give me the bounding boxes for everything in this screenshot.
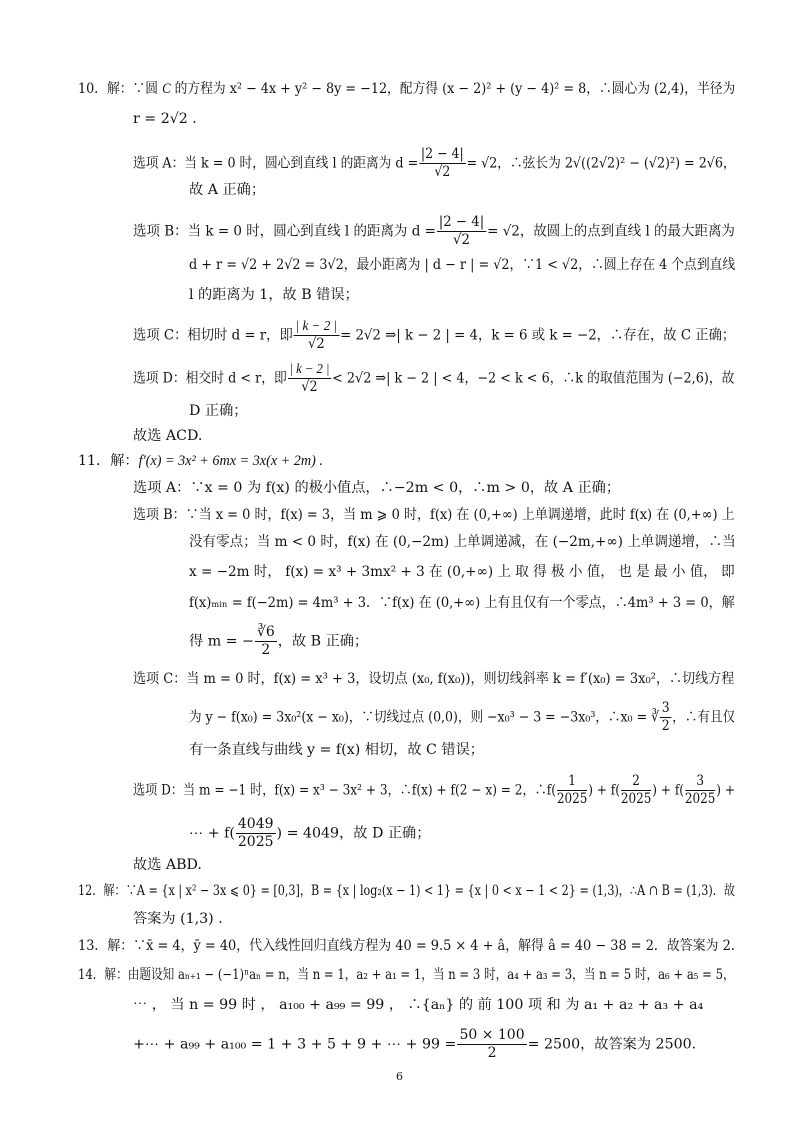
fraction: $\frac{| k - 2 |}{√2}$ [289, 362, 330, 395]
q13-line-1: 13．解：∵x̄ = 4，ȳ = 40，代入线性回归直线方程为 40 = 9.5 × 4 + â，解得 â = 40 − 38 = 2．故答案为 2. [78, 938, 735, 954]
fraction: $\frac{| k - 2 |}{√2}$ [295, 319, 338, 352]
q11-option-b: 选项 B：∵当 x = 0 时，f(x) = 3，当 m ⩾ 0 时，f(x) 在 (0,+∞) 上单调递增，此时 f(x) 在 (0,+∞) 上 [133, 507, 735, 523]
q10-option-d: 选项 D：相交时 d < r，即 $\frac{| k - 2 |}{√2}$ < 2√2 ⇒| k − 2 | < 4，−2 < k < 6，∴k 的取值范围为 (−2,6)，故 [133, 362, 735, 395]
fraction: $\frac{1}{2025}$ [556, 773, 588, 807]
q11-option-c: 选项 C：当 m = 0 时，f(x) = x³ + 3，设切点 (x₀, f(x₀))，则切线斜率 k = f′(x₀) = 3x₀²，∴切线方程 [133, 671, 735, 687]
q12-line-2: 答案为 (1,3) . [133, 911, 223, 927]
q11-answer: 故选 ABD. [133, 857, 202, 873]
q11-option-c-line-2: 为 y − f(x₀) = 3x₀²(x − x₀)，∵切线过点 (0,0)，则 −x₀³ − 3 = −3x₀³，∴x₀ = ∛ $\frac{3}{2}$ ，∴有且仅 [189, 700, 736, 734]
q12-line-1: 12．解：∵A = {x | x² − 3x ⩽ 0} = [0,3]，B = {x | log₂(x − 1) < 1} = {x | 0 < x − 1 < 2} = (1,3)，∴A ∩ B = (1,3)．故 [78, 883, 736, 899]
q11-line-1: 11．解：f′(x) = 3x² + 6mx = 3x(x + 2m) . [78, 453, 323, 469]
fraction: $\frac{4049}{2025}$ [237, 816, 274, 850]
q10-line-2: r = 2√2 . [133, 111, 197, 127]
q10-number: 10．解： [78, 81, 133, 97]
fraction: $\frac{2}{2025}$ [620, 773, 652, 807]
q12-number: 12．解： [78, 883, 126, 899]
q10-option-a-conclusion: 故 A 正确； [189, 182, 266, 198]
q10-option-b-line-2: d + r = √2 + 2√2 = 3√2，最小距离为 | d − r | = √2，∵1 < √2，∴圆上存在 4 个点到直线 [189, 257, 736, 273]
fraction: $\frac{3}{2}$ [661, 700, 670, 734]
q10-answer: 故选 ACD. [133, 428, 203, 444]
q14-line-1: 14．解：由题设知 aₙ₊₁ − (−1)ⁿaₙ = n，当 n = 1，a₂ + a₁ = 1，当 n = 3 时，a₄ + a₃ = 3，当 n = 5 时，a₆ + a₅ = 5， [78, 967, 735, 983]
q11-option-b-line-3: x = −2m 时， f(x) = x³ + 3mx² + 3 在 (0,+∞) 上 取 得 极 小 值， 也 是 最 小 值， 即 [189, 564, 735, 580]
q10-line-1: 10．解：∵圆 C 的方程为 x² − 4x + y² − 8y = −12，配方得 (x − 2)² + (y − 4)² = 8，∴圆心为 (2,4)，半径为 [78, 81, 736, 97]
q10-option-c: 选项 C：相切时 d = r，即 $\frac{| k - 2 |}{√2}$ = 2√2 ⇒| k − 2 | = 4，k = 6 或 k = −2，∴存在，故 C 正确； [133, 319, 736, 352]
q14-line-2: ⋯ ， 当 n = 99 时 ， a₁₀₀ + a₉₉ = 99 ， ∴{aₙ} 的 前 100 项 和 为 a₁ + a₂ + a₃ + a₄ [133, 997, 704, 1013]
q10-option-b-line-3: l 的距离为 1，故 B 错误； [189, 287, 359, 303]
fraction: $\frac{|2 - 4|}{√2}$ [438, 214, 485, 248]
page-number: 6 [396, 1070, 403, 1083]
fraction: $\frac{50 \times 100}{2}$ [459, 1027, 525, 1061]
q11-option-b-line-4: f(x)ₘᵢₙ = f(−2m) = 4m³ + 3．∵f(x) 在 (0,+∞) 上有且仅有一个零点，∴4m³ + 3 = 0，解 [189, 595, 735, 611]
fraction: $\frac{|2 - 4|}{√2}$ [420, 146, 464, 180]
q11-option-c-line-3: 有一条直线与曲线 y = f(x) 相切，故 C 错误； [189, 742, 484, 758]
q14-line-3: +⋯ + a₉₉ + a₁₀₀ = 1 + 3 + 5 + 9 + ⋯ + 99 = $\frac{50 \times 100}{2}$ = 2500，故答案为 2500. [133, 1027, 697, 1061]
q10-option-b: 选项 B：当 k = 0 时，圆心到直线 l 的距离为 d = $\frac{|2 - 4|}{√2}$ = √2，故圆上的点到直线 l 的最大距离为 [133, 214, 735, 248]
q11-number: 11．解： [78, 453, 139, 469]
q10-option-d-line-2: D 正确； [189, 403, 248, 419]
q11-option-b-line-2: 没有零点；当 m < 0 时，f(x) 在 (0,−2m) 上单调递减，在 (−2m,+∞) 上单调递增，∴当 [189, 534, 736, 550]
q11-option-a: 选项 A：∵x = 0 为 f(x) 的极小值点，∴−2m < 0，∴m > 0，故 A 正确； [133, 480, 621, 496]
q11-option-b-line-5: 得 m = − $\frac{∛6}{2}$ ，故 B 正确； [189, 624, 369, 658]
q11-option-d-line-2: ⋯ + f( $\frac{4049}{2025}$ ) = 4049，故 D 正确； [189, 816, 431, 850]
fraction: $\frac{3}{2025}$ [684, 773, 716, 807]
q13-number: 13．解： [78, 938, 134, 954]
q10-option-a: 选项 A：当 k = 0 时，圆心到直线 l 的距离为 d = $\frac{|2 - 4|}{√2}$ = √2，∴弦长为 2√((2√2)² − (√2)²) = 2√6， [133, 146, 736, 180]
q14-number: 14．解： [78, 967, 128, 983]
q11-option-d: 选项 D：当 m = −1 时，f(x) = x³ − 3x² + 3，∴f(x) + f(2 − x) = 2，∴f( $\frac{1}{2025}$ ) + f( $\frac{2}{2025}$ ) + f( $\frac{3}{2025}$ ) + [133, 773, 735, 807]
fraction: $\frac{∛6}{2}$ [256, 624, 275, 658]
